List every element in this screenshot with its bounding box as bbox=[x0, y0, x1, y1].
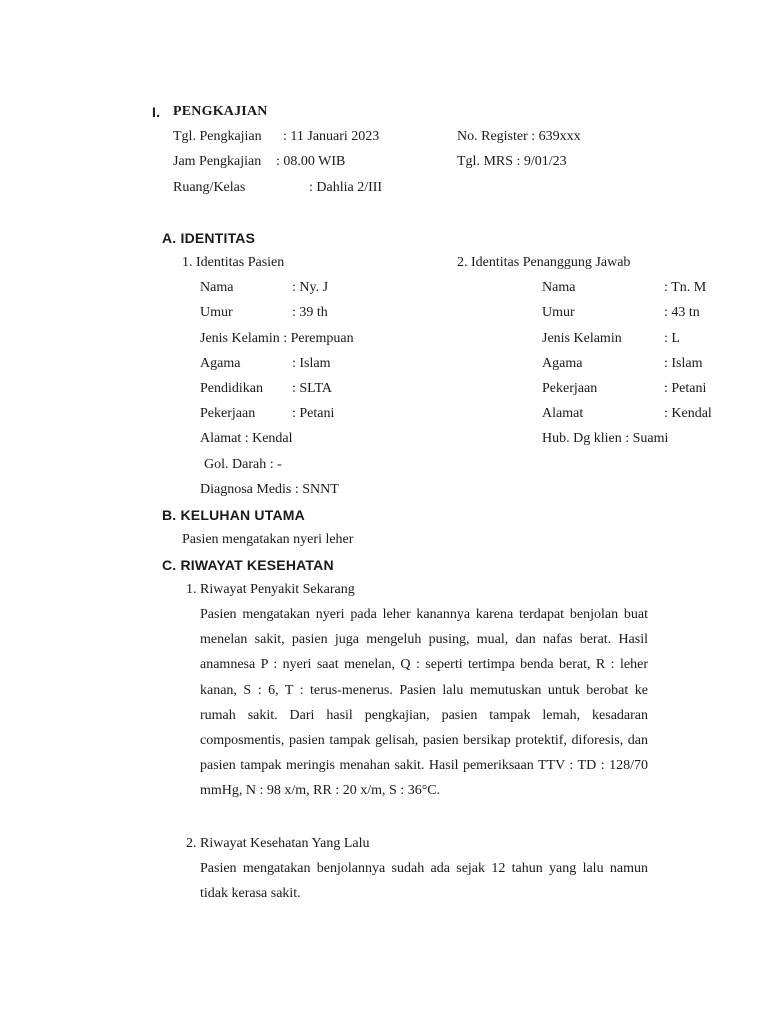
pj-jenis-kelamin-label: Jenis Kelamin bbox=[542, 331, 622, 346]
tgl-mrs: Tgl. MRS : 9/01/23 bbox=[457, 154, 567, 169]
pasien-umur-label: Umur bbox=[200, 305, 233, 320]
pj-nama-value: : Tn. M bbox=[664, 280, 707, 295]
keluhan-utama-text: Pasien mengatakan nyeri leher bbox=[182, 532, 354, 547]
jam-pengkajian-value: : 08.00 WIB bbox=[276, 154, 346, 169]
pasien-alamat: Alamat : Kendal bbox=[200, 431, 293, 446]
pj-agama-label: Agama bbox=[542, 356, 583, 371]
pj-jenis-kelamin-value: : L bbox=[664, 331, 680, 346]
pj-agama-value: : Islam bbox=[664, 356, 703, 371]
pasien-nama-value: : Ny. J bbox=[292, 280, 329, 295]
riwayat-kesehatan-lalu-title: 2. Riwayat Kesehatan Yang Lalu bbox=[186, 836, 370, 851]
riwayat-penyakit-sekarang-title: 1. Riwayat Penyakit Sekarang bbox=[186, 582, 355, 597]
jam-pengkajian-label: Jam Pengkajian bbox=[173, 154, 262, 169]
riwayat-penyakit-sekarang-text: Pasien mengatakan nyeri pada leher kanannya karena terdapat benjolan buat menelan sakit, pasien juga mengeluh pusing, mual, dan nafas berat. Hasil anamnesa P : nyeri saat menelan, Q : seperti tertimpa benda berat, R : leher kanan, S : 6, T : terus-menerus. Pasien lalu memutuskan untuk berobat ke rumah sakit. Dari hasil pengkajian, pasien tampak lemah, kesadaran composmentis, pasien tampak gelisah, pasien bersikap protektif, diforesis, dan pasien tampak meringis menahan sakit. Hasil pemeriksaan TTV : TD : 128/70 mmHg, N : 98 x/m, RR : 20 x/m, S : 36°C. bbox=[200, 607, 648, 799]
pasien-diagnosa-medis: Diagnosa Medis : SNNT bbox=[200, 482, 339, 497]
pj-nama-label: Nama bbox=[542, 280, 576, 295]
section-title-riwayat-kesehatan: C. RIWAYAT KESEHATAN bbox=[162, 557, 334, 573]
tgl-pengkajian-label: Tgl. Pengkajian bbox=[173, 129, 262, 144]
pasien-pendidikan-label: Pendidikan bbox=[200, 381, 263, 396]
pj-umur-value: : 43 tn bbox=[664, 305, 700, 320]
pasien-pekerjaan-value: : Petani bbox=[292, 406, 335, 421]
pasien-gol-darah: Gol. Darah : - bbox=[204, 457, 282, 472]
tgl-pengkajian-value: : 11 Januari 2023 bbox=[283, 129, 380, 144]
pasien-pekerjaan-label: Pekerjaan bbox=[200, 406, 256, 421]
ruang-label: Ruang/Kelas bbox=[173, 180, 246, 195]
pasien-jenis-kelamin: Jenis Kelamin : Perempuan bbox=[200, 331, 354, 346]
pasien-pendidikan-value: : SLTA bbox=[292, 381, 332, 396]
pj-hubungan-klien: Hub. Dg klien : Suami bbox=[542, 431, 669, 446]
section-title-keluhan-utama: B. KELUHAN UTAMA bbox=[162, 507, 305, 523]
pj-pekerjaan-value: : Petani bbox=[664, 381, 707, 396]
pasien-umur-value: : 39 th bbox=[292, 305, 328, 320]
section-title-pengkajian: PENGKAJIAN bbox=[173, 104, 268, 119]
pj-alamat-value: : Kendal bbox=[664, 406, 712, 421]
pasien-agama-label: Agama bbox=[200, 356, 241, 371]
section-title-identitas: A. IDENTITAS bbox=[162, 230, 256, 246]
identitas-penanggung-header: 2. Identitas Penanggung Jawab bbox=[457, 255, 631, 270]
identitas-pasien-header: 1. Identitas Pasien bbox=[182, 255, 285, 270]
ruang-value: : Dahlia 2/III bbox=[309, 180, 383, 195]
pasien-nama-label: Nama bbox=[200, 280, 234, 295]
pj-pekerjaan-label: Pekerjaan bbox=[542, 381, 598, 396]
section-number: I. bbox=[152, 104, 161, 120]
no-register: No. Register : 639xxx bbox=[457, 129, 581, 144]
pj-alamat-label: Alamat bbox=[542, 406, 584, 421]
pasien-agama-value: : Islam bbox=[292, 356, 331, 371]
riwayat-kesehatan-lalu-text: Pasien mengatakan benjolannya sudah ada sejak 12 tahun yang lalu namun tidak kerasa sakit. bbox=[200, 861, 648, 902]
pj-umur-label: Umur bbox=[542, 305, 575, 320]
